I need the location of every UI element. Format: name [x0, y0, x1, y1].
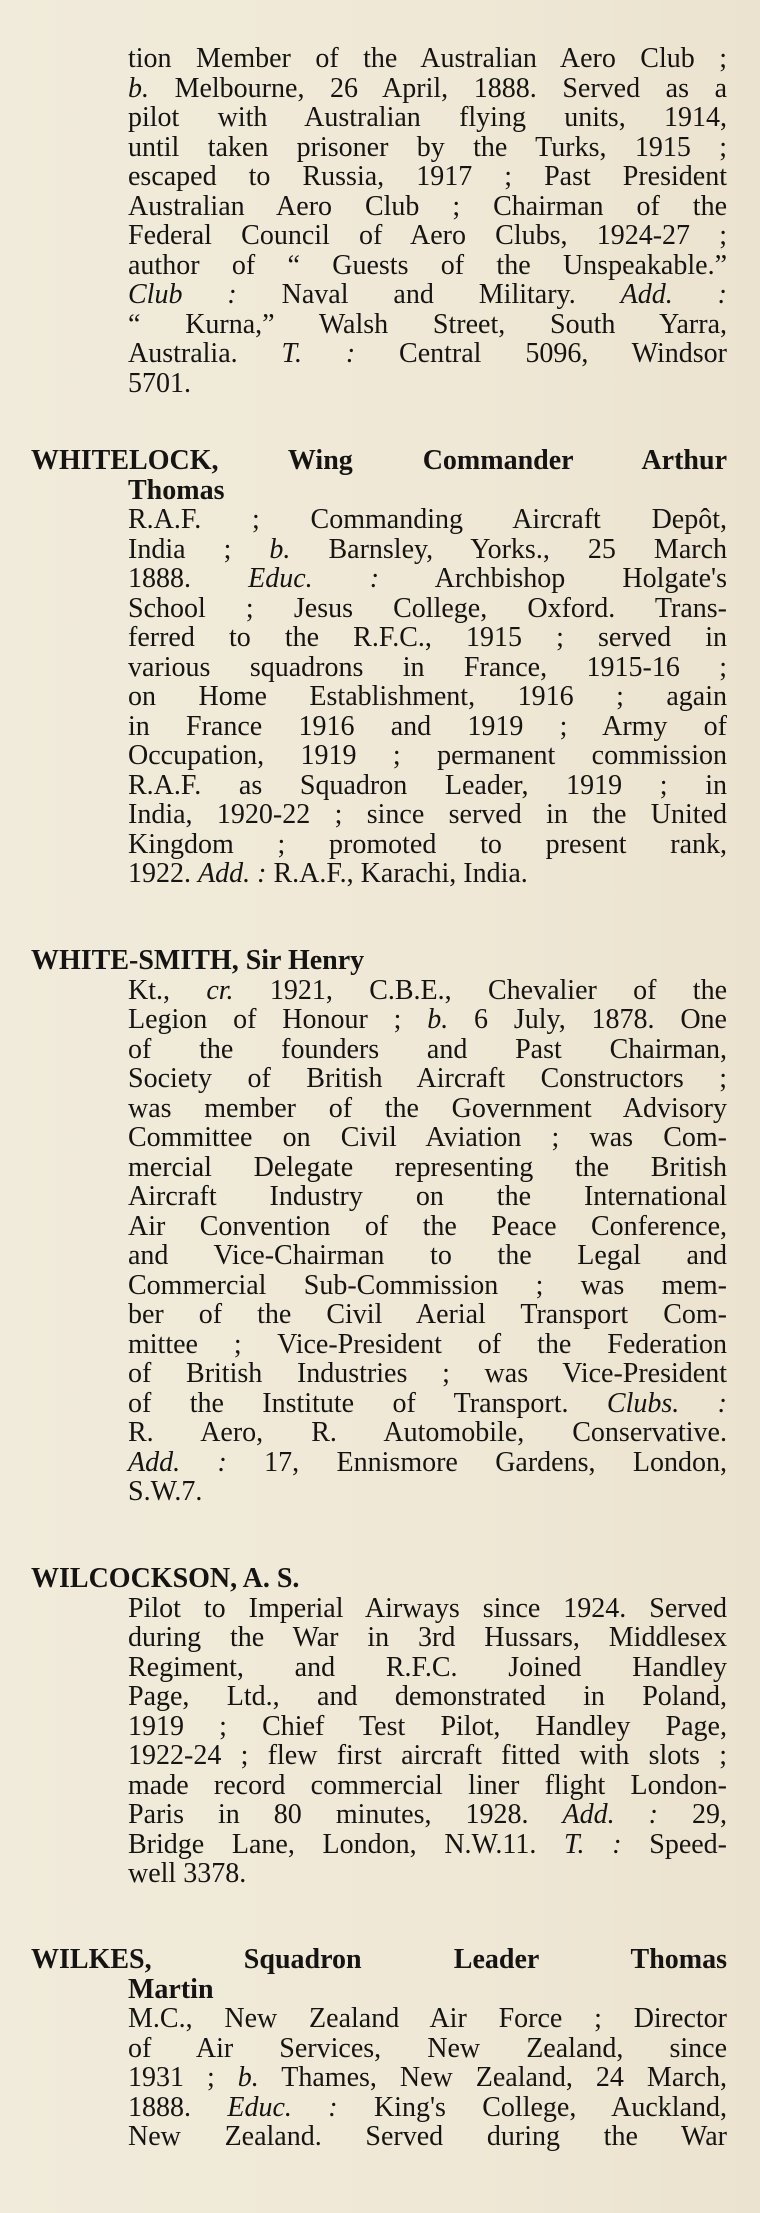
text-line	[128, 2004, 727, 2034]
text-line	[128, 103, 727, 133]
text-line	[128, 682, 727, 712]
text-segment: Commercial Sub-Commission ; was mem-	[128, 1269, 727, 1301]
text-segment: Australia.	[128, 338, 282, 369]
italic-abbreviation: Clubs. :	[606, 1387, 727, 1419]
text-segment: was member of the Government Advisory	[128, 1092, 727, 1124]
text-segment: Page, Ltd., and demonstrated in Poland,	[128, 1681, 727, 1712]
text-segment: Speed-	[621, 1828, 727, 1860]
text-segment: Society of British Aircraft Constructors ;	[128, 1063, 727, 1094]
text-line	[128, 1653, 727, 1683]
italic-abbreviation: Add. :	[562, 1799, 658, 1830]
text-line	[128, 280, 727, 310]
italic-abbreviation: T. :	[564, 1828, 622, 1860]
text-segment: Federal Council of Aero Clubs, 1924-27 ;	[128, 220, 727, 251]
italic-abbreviation: Add. :	[128, 1446, 227, 1478]
text-segment: Legion of Honour ;	[128, 1004, 428, 1035]
text-line	[128, 1712, 727, 1742]
text-segment: 1931 ;	[128, 2062, 238, 2093]
text-segment: of British Industries ; was Vice-President	[128, 1358, 727, 1389]
text-line	[128, 771, 727, 801]
text-line	[128, 1271, 727, 1301]
text-line	[128, 251, 727, 281]
text-segment: “ Kurna,” Walsh Street, South Yarra,	[128, 308, 727, 340]
text-segment: R.A.F., Karachi, India.	[266, 858, 528, 889]
text-line	[128, 653, 727, 683]
text-segment: Naval and Military.	[236, 279, 621, 310]
italic-abbreviation: b.	[269, 533, 291, 565]
entry-whitelock	[31, 446, 727, 889]
text-segment: on Home Establishment, 1916 ; again	[128, 681, 727, 712]
text-segment: of the founders and Past Chairman,	[128, 1033, 727, 1065]
text-segment: Air Convention of the Peace Conference,	[128, 1210, 727, 1242]
text-segment: S.W.7.	[128, 1476, 203, 1507]
text-segment: Pilot to Imperial Airways since 1924. Served	[128, 1592, 727, 1624]
italic-abbreviation: Club :	[128, 279, 237, 310]
text-segment: India ;	[128, 533, 270, 565]
text-segment: of the Institute of Transport.	[128, 1387, 607, 1419]
text-line	[128, 564, 727, 594]
text-segment: R.A.F. ; Commanding Aircraft Depôt,	[128, 504, 727, 535]
text-line	[128, 976, 727, 1006]
text-line	[128, 1771, 727, 1801]
text-line	[128, 1123, 727, 1153]
text-line	[128, 2063, 727, 2093]
text-segment: Central 5096, Windsor	[355, 338, 727, 369]
entry-continued-biography	[31, 44, 727, 398]
italic-abbreviation: Educ. :	[248, 563, 380, 594]
text-line	[128, 505, 727, 535]
text-segment: Occupation, 1919 ; permanent commission	[128, 740, 727, 771]
text-segment: Paris in 80 minutes, 1928.	[128, 1799, 563, 1830]
text-segment: during the War in 3rd Hussars, Middlesex	[128, 1622, 727, 1653]
entry-wilcockson	[31, 1564, 727, 1889]
text-line	[128, 2122, 727, 2152]
text-line	[128, 1182, 727, 1212]
italic-abbreviation: Add. :	[620, 279, 728, 310]
text-segment: Regiment, and R.F.C. Joined Handley	[128, 1651, 727, 1683]
text-segment: Barnsley, Yorks., 25 March	[290, 533, 728, 565]
italic-abbreviation: b.	[128, 72, 149, 104]
text-line	[128, 1359, 727, 1389]
text-segment: various squadrons in France, 1915-16 ;	[128, 651, 727, 683]
text-segment: until taken prisoner by the Turks, 1915 ;	[128, 131, 727, 163]
text-segment: New Zealand. Served during the War	[128, 2121, 727, 2152]
text-line	[128, 1448, 727, 1478]
entry-heading: WHITE-SMITH, Sir Henry	[31, 945, 365, 976]
text-segment: pilot with Australian flying units, 1914,	[128, 102, 727, 133]
text-segment: tion Member of the Australian Aero Club ;	[128, 43, 727, 74]
text-line	[128, 1623, 727, 1653]
text-line	[128, 800, 727, 830]
text-segment: King's College, Auckland,	[337, 2091, 727, 2123]
text-line	[128, 859, 727, 889]
text-line	[128, 1005, 727, 1035]
text-line	[128, 1418, 727, 1448]
text-segment: School ; Jesus College, Oxford. Trans-	[128, 592, 727, 624]
text-segment: M.C., New Zealand Air Force ; Director	[128, 2003, 727, 2034]
text-segment: Kt.,	[128, 974, 207, 1006]
text-segment: 6 July, 1878. One	[448, 1004, 727, 1035]
italic-abbreviation: T. :	[281, 338, 356, 369]
text-line	[128, 1212, 727, 1242]
text-line	[128, 1330, 727, 1360]
text-line	[128, 1800, 727, 1830]
text-segment: 1888.	[128, 2091, 228, 2123]
text-line	[128, 623, 727, 653]
text-line	[128, 192, 727, 222]
text-line	[128, 1389, 727, 1419]
text-segment: ferred to the R.F.C., 1915 ; served in	[128, 622, 727, 653]
text-segment: 5701.	[128, 367, 191, 399]
text-segment: made record commercial liner flight London-	[128, 1769, 727, 1801]
text-segment: 1921, C.B.E., Chevalier of the	[233, 974, 728, 1006]
text-segment: India, 1920-22 ; since served in the United	[128, 799, 727, 830]
text-line	[128, 1477, 727, 1507]
text-line	[128, 1241, 727, 1271]
text-line	[128, 339, 727, 369]
text-line	[128, 1682, 727, 1712]
text-segment: 1922.	[128, 858, 198, 889]
text-line	[128, 1741, 727, 1771]
text-line	[128, 1153, 727, 1183]
entry-heading: Thomas	[128, 474, 225, 506]
text-line	[128, 369, 727, 399]
text-segment: mittee ; Vice-President of the Federation	[128, 1328, 727, 1360]
entry-white-smith	[31, 946, 727, 1507]
text-line	[128, 1064, 727, 1094]
text-line	[128, 1594, 727, 1624]
text-segment: 17, Ennismore Gardens, London,	[226, 1446, 727, 1478]
text-line	[128, 1830, 727, 1860]
text-line	[128, 2093, 727, 2123]
entry-heading: WHITELOCK, Wing Commander Arthur	[31, 445, 727, 476]
text-line	[128, 44, 727, 74]
entry-heading: WILCOCKSON, A. S.	[31, 1563, 300, 1594]
text-segment: R. Aero, R. Automobile, Conservative.	[128, 1417, 727, 1448]
text-segment: and Vice-Chairman to the Legal and	[128, 1240, 727, 1271]
text-line	[128, 1035, 727, 1065]
text-segment: 29,	[657, 1799, 727, 1830]
text-segment: 1919 ; Chief Test Pilot, Handley Page,	[128, 1710, 727, 1742]
text-segment: Bridge Lane, London, N.W.11.	[128, 1828, 565, 1860]
text-line	[128, 712, 727, 742]
italic-abbreviation: Educ. :	[227, 2091, 338, 2123]
text-segment: Aircraft Industry on the International	[128, 1181, 727, 1212]
text-line	[128, 221, 727, 251]
text-line	[128, 535, 727, 565]
text-line	[128, 162, 727, 192]
text-segment: escaped to Russia, 1917 ; Past President	[128, 161, 727, 192]
italic-abbreviation: b.	[237, 2062, 259, 2093]
entry-heading: WILKES, Squadron Leader Thomas	[31, 1944, 727, 1975]
text-segment: R.A.F. as Squadron Leader, 1919 ; in	[128, 769, 727, 801]
text-segment: in France 1916 and 1919 ; Army of	[128, 710, 727, 742]
text-line	[128, 74, 727, 104]
text-segment: Thames, New Zealand, 24 March,	[258, 2062, 727, 2093]
text-line	[128, 310, 727, 340]
text-segment: 1922-24 ; flew first aircraft fitted with slots ;	[128, 1740, 727, 1771]
text-line	[128, 741, 727, 771]
italic-abbreviation: Add. :	[198, 858, 267, 889]
text-line	[128, 1300, 727, 1330]
text-line	[128, 594, 727, 624]
entry-wilkes	[31, 1945, 727, 2152]
text-line	[128, 1094, 727, 1124]
text-line	[128, 1859, 727, 1889]
text-segment: Australian Aero Club ; Chairman of the	[128, 190, 727, 222]
text-segment: author of “ Guests of the Unspeakable.”	[128, 249, 727, 281]
text-segment: 1888.	[128, 563, 249, 594]
italic-abbreviation: cr.	[206, 974, 234, 1006]
text-segment: well 3378.	[128, 1858, 247, 1889]
text-segment: Melbourne, 26 April, 1888. Served as a	[149, 72, 727, 104]
text-segment: of Air Services, New Zealand, since	[128, 2032, 727, 2064]
text-line	[128, 2034, 727, 2064]
entry-heading: Martin	[128, 1973, 214, 2005]
text-line	[128, 133, 727, 163]
text-segment: ber of the Civil Aerial Transport Com-	[128, 1299, 727, 1330]
text-segment: Archbishop Holgate's	[379, 563, 727, 594]
text-segment: mercial Delegate representing the British	[128, 1151, 727, 1183]
italic-abbreviation: b.	[427, 1004, 449, 1035]
text-segment: Committee on Civil Aviation ; was Com-	[128, 1122, 727, 1153]
text-line	[128, 830, 727, 860]
text-segment: Kingdom ; promoted to present rank,	[128, 828, 727, 860]
